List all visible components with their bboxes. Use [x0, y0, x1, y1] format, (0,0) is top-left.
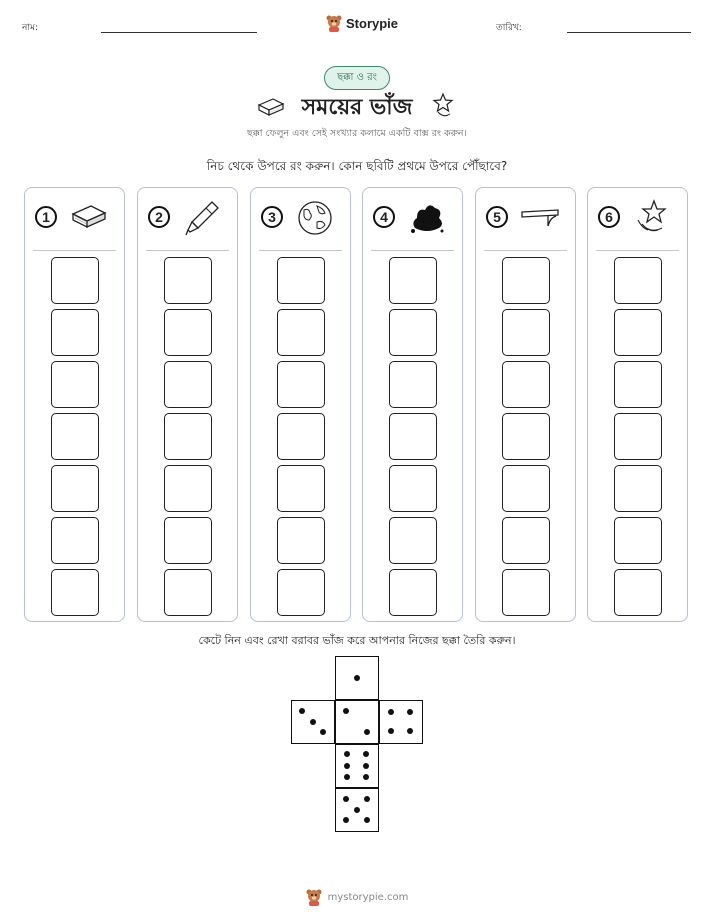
column-divider [33, 250, 116, 251]
brand-name: Storypie [346, 15, 399, 31]
dice-pip [299, 708, 305, 714]
column-divider [259, 250, 342, 251]
column-2 [137, 187, 238, 622]
color-box[interactable] [614, 517, 662, 564]
color-box[interactable] [51, 309, 99, 356]
fountain-pen-icon [182, 198, 222, 238]
color-box[interactable] [277, 569, 325, 616]
dice-pip [363, 763, 369, 769]
color-box[interactable] [502, 361, 550, 408]
globe-icon [295, 198, 335, 238]
dice-face-5 [335, 788, 379, 832]
subtitle: ছক্কা ফেলুন এবং সেই সংখ্যার কলামে একটি বাক্স রং করুন। [247, 128, 467, 139]
color-box[interactable] [51, 569, 99, 616]
color-box[interactable] [614, 361, 662, 408]
color-box[interactable] [277, 309, 325, 356]
instruction: নিচ থেকে উপরে রং করুন। কোন ছবিটি প্রথমে উপরে পৌঁছাবে? [206, 159, 508, 173]
column-divider [596, 250, 679, 251]
dice-pip [343, 796, 349, 802]
color-box[interactable] [164, 465, 212, 512]
footer-bear-icon [306, 888, 322, 906]
dice-pip [320, 729, 326, 735]
date-label: তারিখ: [496, 23, 522, 33]
dice-pip [407, 728, 413, 734]
dice-pip [388, 728, 394, 734]
column-number: 6 [598, 206, 620, 228]
color-box[interactable] [389, 517, 437, 564]
dice-pip [364, 796, 370, 802]
shelf-icon [520, 198, 560, 238]
column-number: 3 [261, 206, 283, 228]
dice-face-2 [335, 700, 379, 744]
color-box[interactable] [389, 569, 437, 616]
color-box[interactable] [389, 361, 437, 408]
color-box[interactable] [164, 569, 212, 616]
column-divider [371, 250, 454, 251]
date-line[interactable] [567, 32, 691, 33]
color-box[interactable] [51, 361, 99, 408]
color-box[interactable] [164, 309, 212, 356]
page-title: সময়ের ভাঁজ [301, 95, 413, 120]
color-box[interactable] [614, 309, 662, 356]
color-box[interactable] [51, 257, 99, 304]
color-box[interactable] [277, 361, 325, 408]
color-box[interactable] [277, 465, 325, 512]
column-number: 1 [35, 206, 57, 228]
color-box[interactable] [164, 361, 212, 408]
column-6 [587, 187, 688, 622]
color-box[interactable] [502, 569, 550, 616]
color-box[interactable] [502, 257, 550, 304]
dice-pip [363, 751, 369, 757]
dice-face-4 [379, 700, 423, 744]
category-badge: ছক্কা ও রং [324, 66, 390, 90]
color-box[interactable] [164, 257, 212, 304]
dice-pip [344, 751, 350, 757]
name-line[interactable] [101, 32, 257, 33]
dice-face-6 [335, 744, 379, 788]
color-box[interactable] [51, 413, 99, 460]
bear-logo-icon [326, 14, 342, 32]
brand-logo [326, 14, 398, 32]
color-box[interactable] [614, 257, 662, 304]
dice-pip [343, 817, 349, 823]
dice-pip [363, 774, 369, 780]
color-box[interactable] [389, 413, 437, 460]
color-box[interactable] [614, 413, 662, 460]
color-box[interactable] [277, 517, 325, 564]
color-box[interactable] [164, 517, 212, 564]
column-divider [146, 250, 229, 251]
dice-pip [343, 708, 349, 714]
dice-pip [310, 719, 316, 725]
dice-pip [354, 675, 360, 681]
color-box[interactable] [277, 413, 325, 460]
footer-url: mystorypie.com [327, 891, 409, 903]
dice-pip [354, 807, 360, 813]
dice-pip [364, 729, 370, 735]
dice-pip [388, 709, 394, 715]
color-box[interactable] [502, 465, 550, 512]
column-1 [24, 187, 125, 622]
cut-instruction: কেটে নিন এবং রেখা বরাবর ভাঁজ করে আপনার নিজের ছক্কা তৈরি করুন। [198, 634, 516, 647]
column-4 [362, 187, 463, 622]
dice-pip [344, 774, 350, 780]
column-divider [484, 250, 567, 251]
color-box[interactable] [502, 517, 550, 564]
color-box[interactable] [502, 413, 550, 460]
footer [0, 888, 714, 906]
shooting-star-icon [632, 198, 672, 238]
color-box[interactable] [164, 413, 212, 460]
column-number: 2 [148, 206, 170, 228]
title-star-icon [430, 92, 456, 118]
column-number: 4 [373, 206, 395, 228]
column-number: 5 [486, 206, 508, 228]
color-box[interactable] [614, 465, 662, 512]
color-box[interactable] [51, 465, 99, 512]
color-box[interactable] [389, 257, 437, 304]
ink-blot-icon [407, 198, 447, 238]
name-label: নাম: [22, 23, 39, 33]
color-box[interactable] [389, 465, 437, 512]
dice-face-1 [335, 656, 379, 700]
dice-face-3 [291, 700, 335, 744]
dice-pip [344, 763, 350, 769]
color-box[interactable] [502, 309, 550, 356]
book-icon [69, 198, 109, 238]
color-box[interactable] [389, 309, 437, 356]
column-3 [250, 187, 351, 622]
dice-pip [407, 709, 413, 715]
color-box[interactable] [277, 257, 325, 304]
column-5 [475, 187, 576, 622]
dice-pip [364, 817, 370, 823]
color-box[interactable] [614, 569, 662, 616]
color-box[interactable] [51, 517, 99, 564]
